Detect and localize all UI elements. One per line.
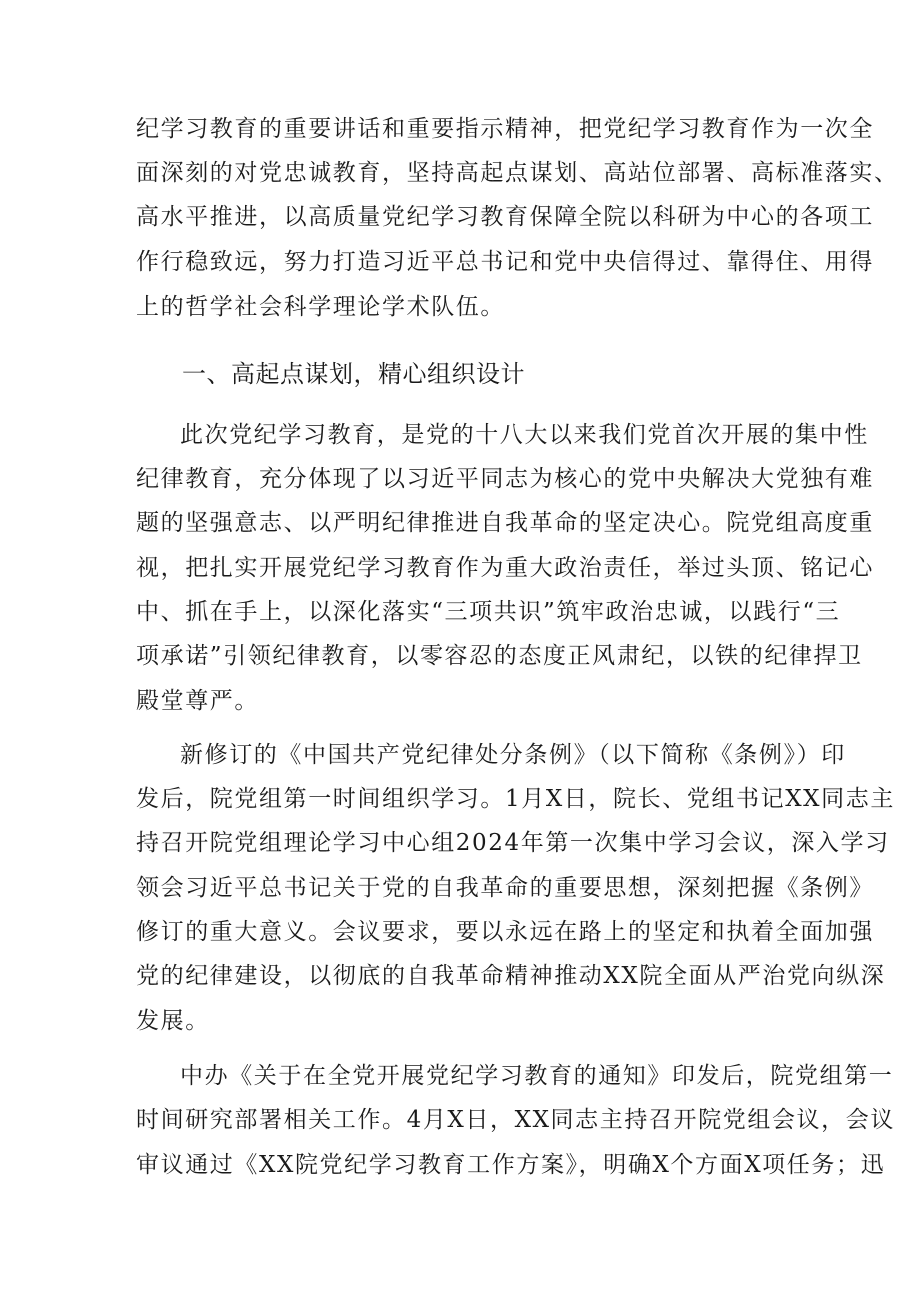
text-line: 审议通过《XX院党纪学习教育工作方案》，明确X个方面X项任务；迅 <box>136 1152 886 1178</box>
text-line: 高水平推进，以高质量党纪学习教育保障全院以科研为中心的各项工 <box>136 204 874 230</box>
text-line: 题的坚强意志、以严明纪律推进自我革命的坚定决心。院党组高度重 <box>136 510 874 536</box>
text-line: 面深刻的对党忠诚教育，坚持高起点谋划、高站位部署、高标准落实、 <box>136 160 899 186</box>
text-line: 视，把扎实开展党纪学习教育作为重大政治责任，举过头顶、铭记心 <box>136 555 874 581</box>
text-line: 时间研究部署相关工作。4月X日，XX同志主持召开院党组会议，会议 <box>136 1107 895 1133</box>
text-line: 纪律教育，充分体现了以习近平同志为核心的党中央解决大党独有难 <box>136 466 874 492</box>
text-line: 中、抓在手上，以深化落实“三项共识”筑牢政治忠诚，以践行“三 <box>136 599 841 625</box>
text-line: 发后，院党组第一时间组织学习。1月X日，院长、党组书记XX同志主 <box>136 786 895 812</box>
text-line: 上的哲学社会科学理论学术队伍。 <box>136 294 505 320</box>
text-line: 修订的重大意义。会议要求，要以永远在路上的坚定和执着全面加强 <box>136 919 874 945</box>
text-line: 新修订的《中国共产党纪律处分条例》（以下简称《条例》）印 <box>180 742 846 768</box>
text-line: 党的纪律建设，以彻底的自我革命精神推动XX院全面从严治党向纵深 <box>136 963 886 989</box>
section-heading: 一、高起点谋划，精心组织设计 <box>182 360 525 388</box>
text-line: 中办《关于在全党开展党纪学习教育的通知》印发后，院党组第一 <box>180 1063 894 1089</box>
text-line: 项承诺”引领纪律教育，以零容忍的态度正风肃纪，以铁的纪律捍卫 <box>136 643 863 669</box>
text-line: 纪学习教育的重要讲话和重要指示精神，把党纪学习教育作为一次全 <box>136 116 874 142</box>
text-line: 发展。 <box>136 1008 210 1034</box>
text-line: 作行稳致远，努力打造习近平总书记和党中央信得过、靠得住、用得 <box>136 249 874 275</box>
text-line: 此次党纪学习教育，是党的十八大以来我们党首次开展的集中性 <box>180 422 869 448</box>
text-line: 持召开院党组理论学习中心组2024年第一次集中学习会议，深入学习 <box>136 830 890 856</box>
text-line: 殿堂尊严。 <box>136 688 259 714</box>
text-line: 领会习近平总书记关于党的自我革命的重要思想，深刻把握《条例》 <box>136 875 874 901</box>
